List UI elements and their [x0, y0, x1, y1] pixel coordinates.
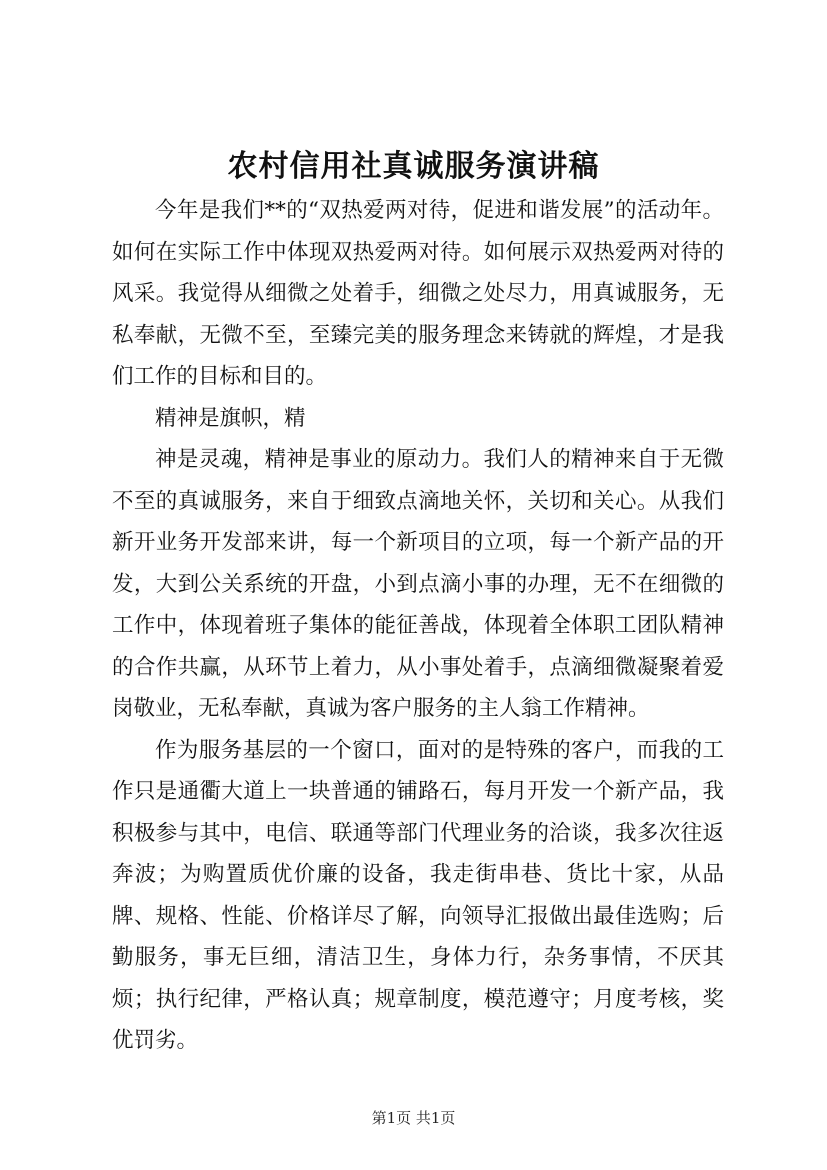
paragraph-1: 今年是我们**的“双热爱两对待，促进和谐发展”的活动年。如何在实际工作中体现双热爱两对待。如何展示双热爱两对待的风采。我觉得从细微之处着手，细微之处尽力，用真诚服务，无私奉献，无微不至，至臻完美的服务理念来铸就的辉煌，才是我们工作的目标和目的。	[112, 198, 724, 389]
paragraph-4: 作为服务基层的一个窗口，面对的是特殊的客户，而我的工作只是通衢大道上一块普通的铺路石，每月开发一个新产品，我积极参与其中，电信、联通等部门代理业务的洽谈，我多次往返奔波；为购置质优价廉的设备，我走街串巷、货比十家，从品牌、规格、性能、价格详尽了解，向领导汇报做出最佳选购；后勤服务，事无巨细，清洁卫生，身体力行，杂务事情，不厌其烦；执行纪律，严格认真；规章制度，模范遵守；月度考核，奖优罚劣。	[112, 737, 724, 1053]
document-title: 农村信用社真诚服务演讲稿	[227, 149, 600, 184]
page-footer	[0, 1108, 827, 1128]
document-body	[112, 190, 724, 1062]
paragraph-2: 精神是旗帜，精	[155, 405, 306, 431]
page-number-label: 第1页 共1页	[371, 1109, 456, 1127]
paragraph-3: 神是灵魂，精神是事业的原动力。我们人的精神来自于无微不至的真诚服务，来自于细致点滴地关怀，关切和关心。从我们新开业务开发部来讲，每一个新项目的立项，每一个新产品的开发，大到公关系统的开盘，小到点滴小事的办理，无不在细微的工作中，体现着班子集体的能征善战，体现着全体职工团队精神的合作共赢，从环节上着力，从小事处着手，点滴细微凝聚着爱岗敬业，无私奉献，真诚为客户服务的主人翁工作精神。	[112, 447, 724, 721]
